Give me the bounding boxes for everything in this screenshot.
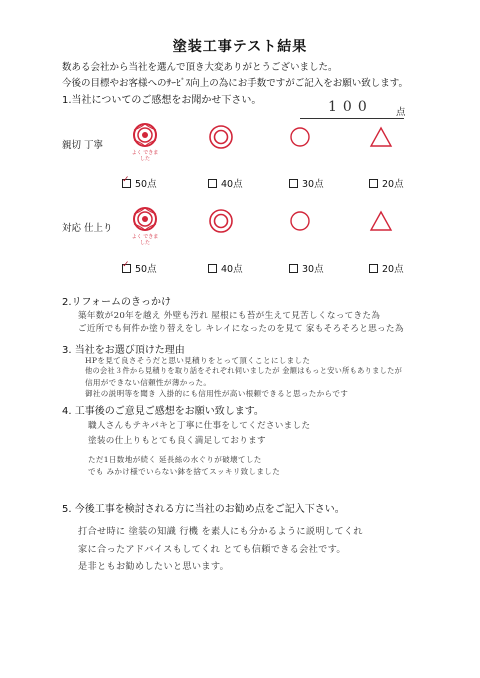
q1-row1-label: 親切 丁寧 [62,140,104,151]
q2-answer-line-2[interactable]: ご近所でも何件か塗り替えをし キレイになったのを見て 家もそろそろと思った為 [78,324,404,334]
q3-answer-line-3[interactable]: 信用ができない信頼性が薄かった。 [85,378,212,387]
q5-answer-line-3[interactable]: 是非ともお勧めしたいと思います。 [78,561,230,572]
q3-answer-line-2[interactable]: 他の会社３件から見積りを取り話をそれぞれ伺いましたが 金額はもっと安い所もありましたが [85,366,403,375]
intro-line-1: 数ある会社から当社を選んで頂き大変ありがとうございました。 [62,62,338,73]
q4-answer-line-4[interactable]: でも みかけ様でいらない鉢を捨てスッキリ致しました [88,467,281,476]
checkbox[interactable] [369,264,378,273]
q5-answer-line-2[interactable]: 家に合ったアドバイスもしてくれ とても信頼できる会社です。 [78,544,346,555]
excellent-stamp-icon [130,120,160,162]
checkbox[interactable] [369,179,378,188]
q4-answer-line-2[interactable]: 塗装の仕上りもとても良く満足しております [88,436,266,446]
triangle-icon [369,126,393,152]
q1-row1-option-50[interactable]: ✓50点 [122,176,157,190]
checkbox[interactable] [289,264,298,273]
stamp-caption: よく できました [131,150,159,162]
q1-row2-option-40[interactable]: 40点 [208,261,243,275]
intro-line-2: 今後の目標やお客様へのｻｰﾋﾞｽ向上の為にお手数ですがご記入をお願い致します。 [62,78,408,89]
q5-heading: 5. 今後工事を検討される方に当社のお勧め点をご記入下さい。 [62,504,345,515]
checkbox[interactable] [208,179,217,188]
checkbox-checked[interactable] [122,179,131,188]
q1-row1-option-30[interactable]: 30点 [289,176,324,190]
q1-heading: 1.当社についてのご感想をお聞かせ下さい。 [62,95,262,106]
q1-score-value[interactable]: 100 [328,99,373,115]
q3-answer-line-1[interactable]: HPを見て良さそうだと思い見積りをとって頂くことにしました [85,356,311,365]
q5-answer-line-1[interactable]: 打合せ時に 塗装の知識 行機 を素人にも分かるように説明してくれ [78,526,363,537]
double-circle-icon [208,208,234,238]
q4-answer-line-3[interactable]: ただ1日数地が続く 延長絲の水ぐりが破壊てした [88,455,262,464]
q3-answer-line-4[interactable]: 御社の説明等を聞き 入掛的にも信用性が高い根頼できると思ったからです [85,389,349,398]
q4-answer-line-1[interactable]: 職人さんもテキパキと丁寧に仕事をしてくださいました [88,421,311,431]
q1-row1-option-20[interactable]: 20点 [369,176,404,190]
q4-heading: 4. 工事後のご意見ご感想をお願い致します。 [62,406,264,417]
checkbox-checked[interactable] [122,264,131,273]
checkbox[interactable] [208,264,217,273]
q3-heading: 3. 当社をお選び頂けた理由 [62,345,185,356]
excellent-stamp-icon [130,204,160,246]
circle-icon [289,126,311,152]
triangle-icon [369,210,393,236]
stamp-caption: よく できました [131,234,159,246]
q1-row1-option-40[interactable]: 40点 [208,176,243,190]
circle-icon [289,210,311,236]
q2-answer-line-1[interactable]: 築年数が20年を越え 外壁も汚れ 屋根にも苔が生えて見苦しくなってきた為 [78,311,381,321]
q1-row2-option-50[interactable]: ✓50点 [122,261,157,275]
q1-score-unit: 点 [396,107,406,118]
q1-score-underline [300,118,404,119]
double-circle-icon [208,124,234,154]
q2-heading: 2.リフォームのきっかけ [62,297,172,308]
page-title: 塗装工事テスト結果 [172,39,308,55]
q1-row2-option-30[interactable]: 30点 [289,261,324,275]
q1-row2-option-20[interactable]: 20点 [369,261,404,275]
checkbox[interactable] [289,179,298,188]
q1-row2-label: 対応 仕上り [62,223,113,234]
